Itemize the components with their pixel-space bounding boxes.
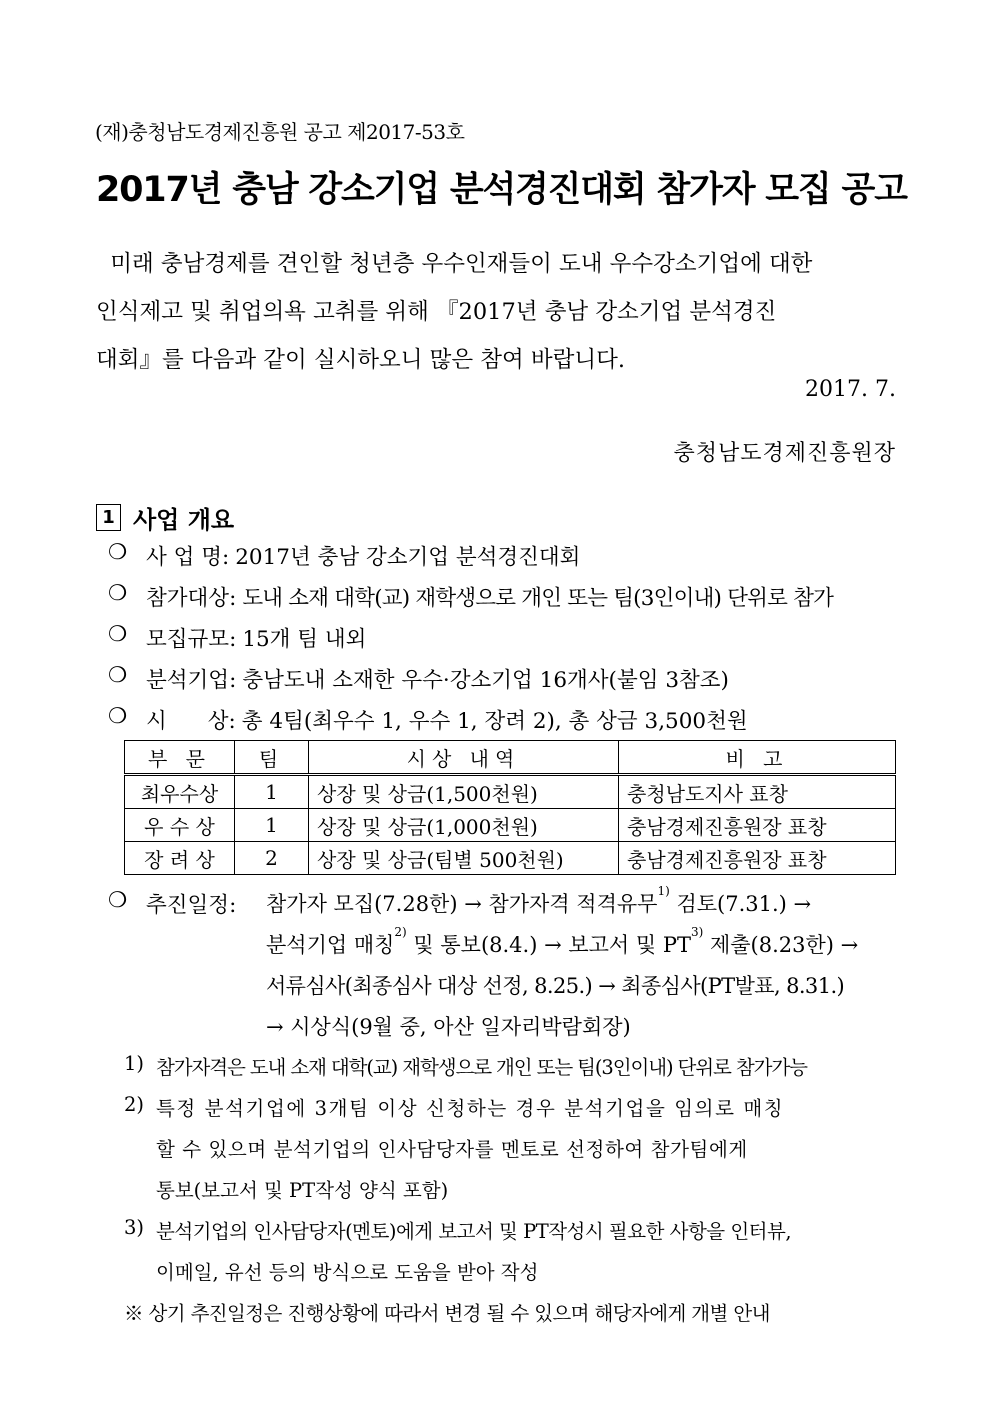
schedule-line-3: 서류심사(최종심사 대상 선정, 8.25.) → 최종심사(PT발표, 8.31.) [266,974,845,998]
list-item [108,581,833,612]
circle-bullet-icon: ❍ [108,663,128,688]
table-cell: 최우수상 [125,775,235,809]
schedule-note: ※ 상기 추진일정은 진행상황에 따라서 변경 될 수 있으며 해당자에게 개별 안내 [124,1302,770,1325]
table-cell: 상장 및 상금(팀별 500천원) [309,842,619,875]
table-row [125,842,896,875]
table-cell: 상장 및 상금(1,000천원) [309,809,619,842]
table-cell: 우 수 상 [125,809,235,842]
item-label: 참가대상: [146,586,237,611]
notice-date: 2017. 7. [805,377,896,402]
section-number-box: 1 [96,504,121,531]
notice-number: (재)충청남도경제진흥원 공고 제2017-53호 [95,120,465,144]
table-cell: 충청남도지사 표창 [619,775,896,809]
schedule-text: 참가자 모집(7.28한) → 참가자격 적격유무 [266,892,658,916]
intro-line-2: 인식제고 및 취업의욕 고취를 위해 『2017년 충남 강소기업 분석경진 [96,299,777,325]
footnote-number: 3) [124,1216,145,1239]
intro-line-1: 미래 충남경제를 견인할 청년층 우수인재들이 도내 우수강소기업에 대한 [96,251,813,277]
item-value: 15개 팀 내외 [242,627,367,652]
schedule-item [108,888,236,919]
section-title: 사업 개요 [133,506,235,534]
schedule-text: 검토(7.31.) → [669,892,812,916]
footnote-text: 할 수 있으며 분석기업의 인사담당자를 멘토로 선정하여 참가팀에게 [156,1138,748,1161]
page-title: 2017년 충남 강소기업 분석경진대회 참가자 모집 공고 [96,170,907,210]
footnote-text: 통보(보고서 및 PT작성 양식 포함) [156,1179,449,1202]
item-label: 모집규모: [146,627,237,652]
column-header: 시상 내역 [309,741,619,775]
footnote-text: 분석기업의 인사담당자(멘토)에게 보고서 및 PT작성시 필요한 사항을 인터뷰, [156,1220,792,1243]
prize-table [124,740,896,875]
footnote-number: 1) [124,1052,145,1075]
footnote-ref: 3) [690,925,704,939]
schedule-line-4: → 시상식(9월 중, 아산 일자리박람회장) [266,1015,631,1039]
item-value: 도내 소재 대학(교) 재학생으로 개인 또는 팀(3인이내) 단위로 참가 [242,586,834,611]
circle-bullet-icon: ❍ [108,622,128,647]
issuer-name: 충청남도경제진흥원장 [673,441,896,466]
table-cell: 1 [235,809,309,842]
item-label: 분석기업: [146,668,237,693]
column-header: 팀 [235,741,309,775]
item-label: 시 상: [146,709,236,734]
footnote-ref: 1) [657,884,670,898]
schedule-text: 제출(8.23한) → [703,933,859,957]
item-value: 총 4팀(최우수 1, 우수 1, 장려 2), 총 상금 3,500천원 [241,709,748,734]
table-row [125,809,896,842]
schedule-text: 및 통보(8.4.) → 보고서 및 PT [406,933,691,957]
schedule-line-1 [266,884,812,918]
footnote [124,1052,807,1080]
column-header: 부 문 [125,741,235,775]
list-item [108,663,729,694]
table-cell: 충남경제진흥원장 표창 [619,809,896,842]
circle-bullet-icon: ❍ [108,888,128,913]
schedule-line-2 [266,925,859,959]
list-item [108,622,366,653]
footnote [124,1216,791,1244]
table-cell: 충남경제진흥원장 표창 [619,842,896,875]
column-header: 비 고 [619,741,896,775]
table-cell: 장 려 상 [125,842,235,875]
list-item [108,540,580,571]
footnote-text: 참가자격은 도내 소재 대학(교) 재학생으로 개인 또는 팀(3인이내) 단위로 참가가능 [156,1056,807,1079]
item-label: 사 업 명: [146,545,230,570]
section-heading [96,500,234,535]
table-row [125,775,896,809]
circle-bullet-icon: ❍ [108,540,128,565]
table-header-row [125,741,896,775]
item-value: 충남도내 소재한 우수·강소기업 16개사(붙임 3참조) [242,668,729,693]
footnote-text: 이메일, 유선 등의 방식으로 도움을 받아 작성 [156,1261,539,1284]
circle-bullet-icon: ❍ [108,704,128,729]
intro-paragraph [96,240,896,384]
footnote-text: 특정 분석기업에 3개팀 이상 신청하는 경우 분석기업을 임의로 매칭 [156,1097,785,1120]
table-cell: 상장 및 상금(1,500천원) [309,775,619,809]
schedule-label: 추진일정: [146,893,237,918]
schedule-text: 분석기업 매칭 [266,933,395,957]
intro-line-3: 대회』를 다음과 같이 실시하오니 많은 참여 바랍니다. [96,347,626,373]
footnote [124,1093,784,1121]
footnote-number: 2) [124,1093,145,1116]
footnote-ref: 2) [394,925,407,939]
circle-bullet-icon: ❍ [108,581,128,606]
list-item [108,704,748,735]
item-value: 2017년 충남 강소기업 분석경진대회 [235,545,581,570]
table-cell: 1 [235,775,309,809]
table-cell: 2 [235,842,309,875]
